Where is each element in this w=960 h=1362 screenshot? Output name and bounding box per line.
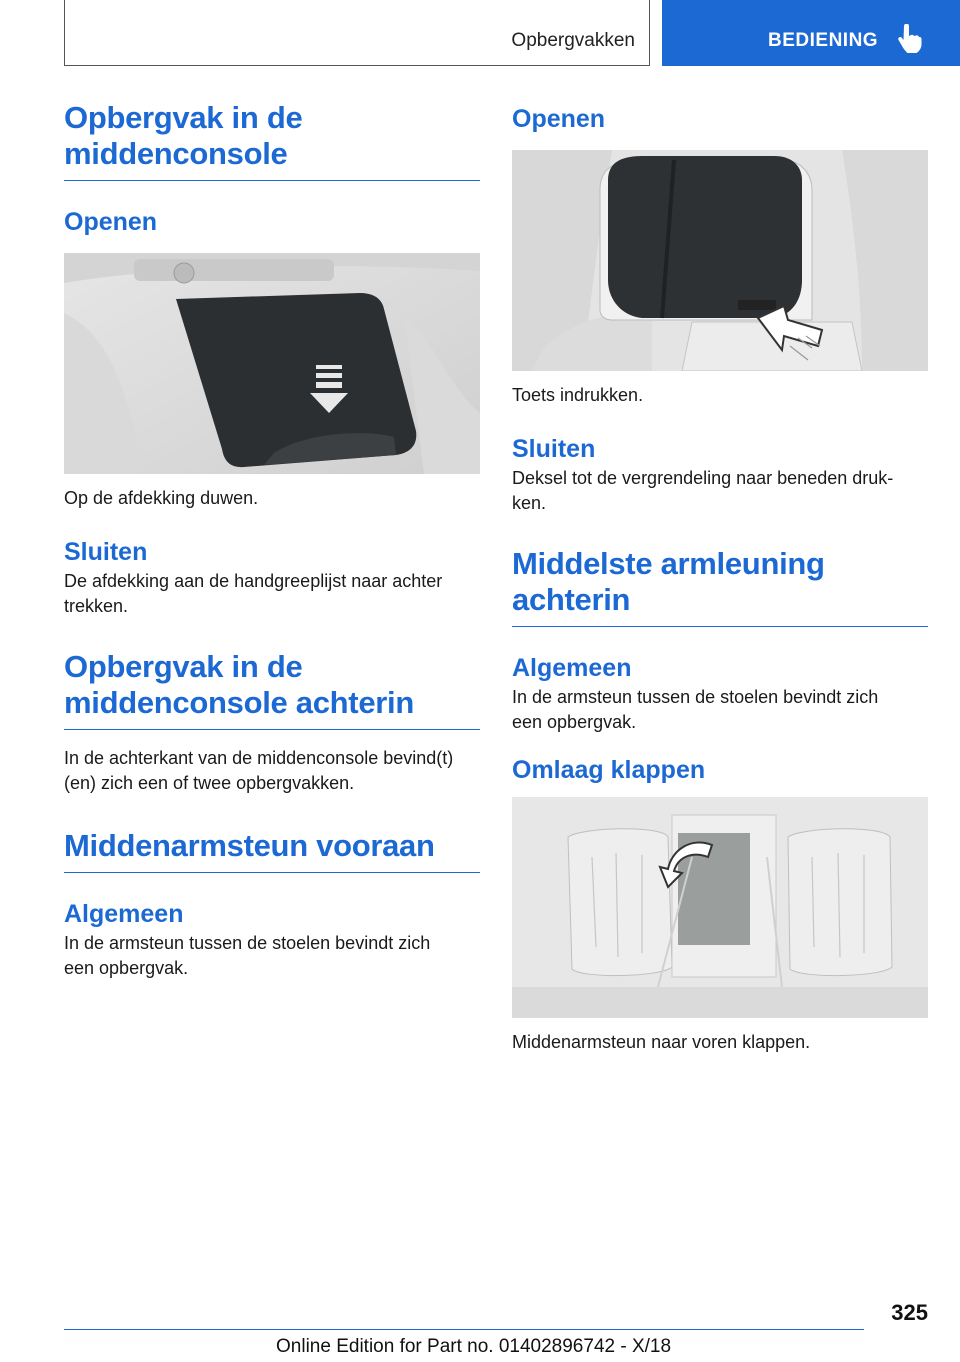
caption-fold-armrest: Middenarmsteun naar voren klappen.: [512, 1032, 811, 1052]
text-general-rear: In de armsteun tussen de stoelen bevindt zich een opbergvak.: [512, 687, 879, 732]
caption-press-button: Toets indrukken.: [512, 385, 644, 405]
subheading-close-right: Sluiten: [512, 435, 596, 463]
figure-rear-armrest: [512, 797, 928, 1018]
subheading-open: Openen: [64, 208, 158, 236]
text-rear-console: In de achterkant van de middenconsole bevind(t)(en) zich een of twee opbergvakken.: [64, 748, 454, 793]
header-section-title: Opbergvakken: [511, 30, 635, 51]
figure-armrest-button: [512, 150, 928, 371]
right-column: [512, 100, 928, 1055]
page-number: 325: [891, 1300, 928, 1325]
header-chapter-title: BEDIENING: [768, 30, 879, 51]
footer-edition: Online Edition for Part no. 01402896742 - X/18: [276, 1336, 672, 1357]
rear-armrest-illustration: [512, 797, 928, 1018]
armrest-button-illustration: [512, 150, 928, 371]
subheading-general-right: Algemeen: [512, 654, 632, 682]
hand-pointer-icon: [896, 24, 922, 54]
caption-push-cover: Op de afdekking duwen.: [64, 488, 259, 508]
subheading-fold-down: Omlaag klappen: [512, 756, 706, 784]
text-close-lid: Deksel tot de vergrendeling naar beneden druk-ken.: [512, 468, 894, 513]
footer-divider: [64, 1329, 864, 1330]
heading-rear-console-storage: Opbergvak in de middenconsole achterin: [64, 649, 480, 730]
text-close-cover: De afdekking aan de handgreeplijst naar achter trekken.: [64, 571, 443, 616]
left-column: [64, 100, 480, 981]
heading-front-armrest: Middenarmsteun vooraan: [64, 828, 480, 873]
header-section-box: [64, 0, 650, 66]
figure-console-cover: [64, 253, 480, 474]
console-cover-illustration: [64, 253, 480, 474]
subheading-close: Sluiten: [64, 538, 148, 566]
header-chapter-box: [662, 0, 960, 66]
heading-rear-armrest: Middelste armleuning achterin: [512, 546, 928, 627]
heading-console-storage: Opbergvak in de middenconsole: [64, 100, 480, 181]
subheading-general: Algemeen: [64, 900, 184, 928]
subheading-open-right: Openen: [512, 105, 606, 133]
text-general-front: In de armsteun tussen de stoelen bevindt zich een opbergvak.: [64, 933, 431, 978]
